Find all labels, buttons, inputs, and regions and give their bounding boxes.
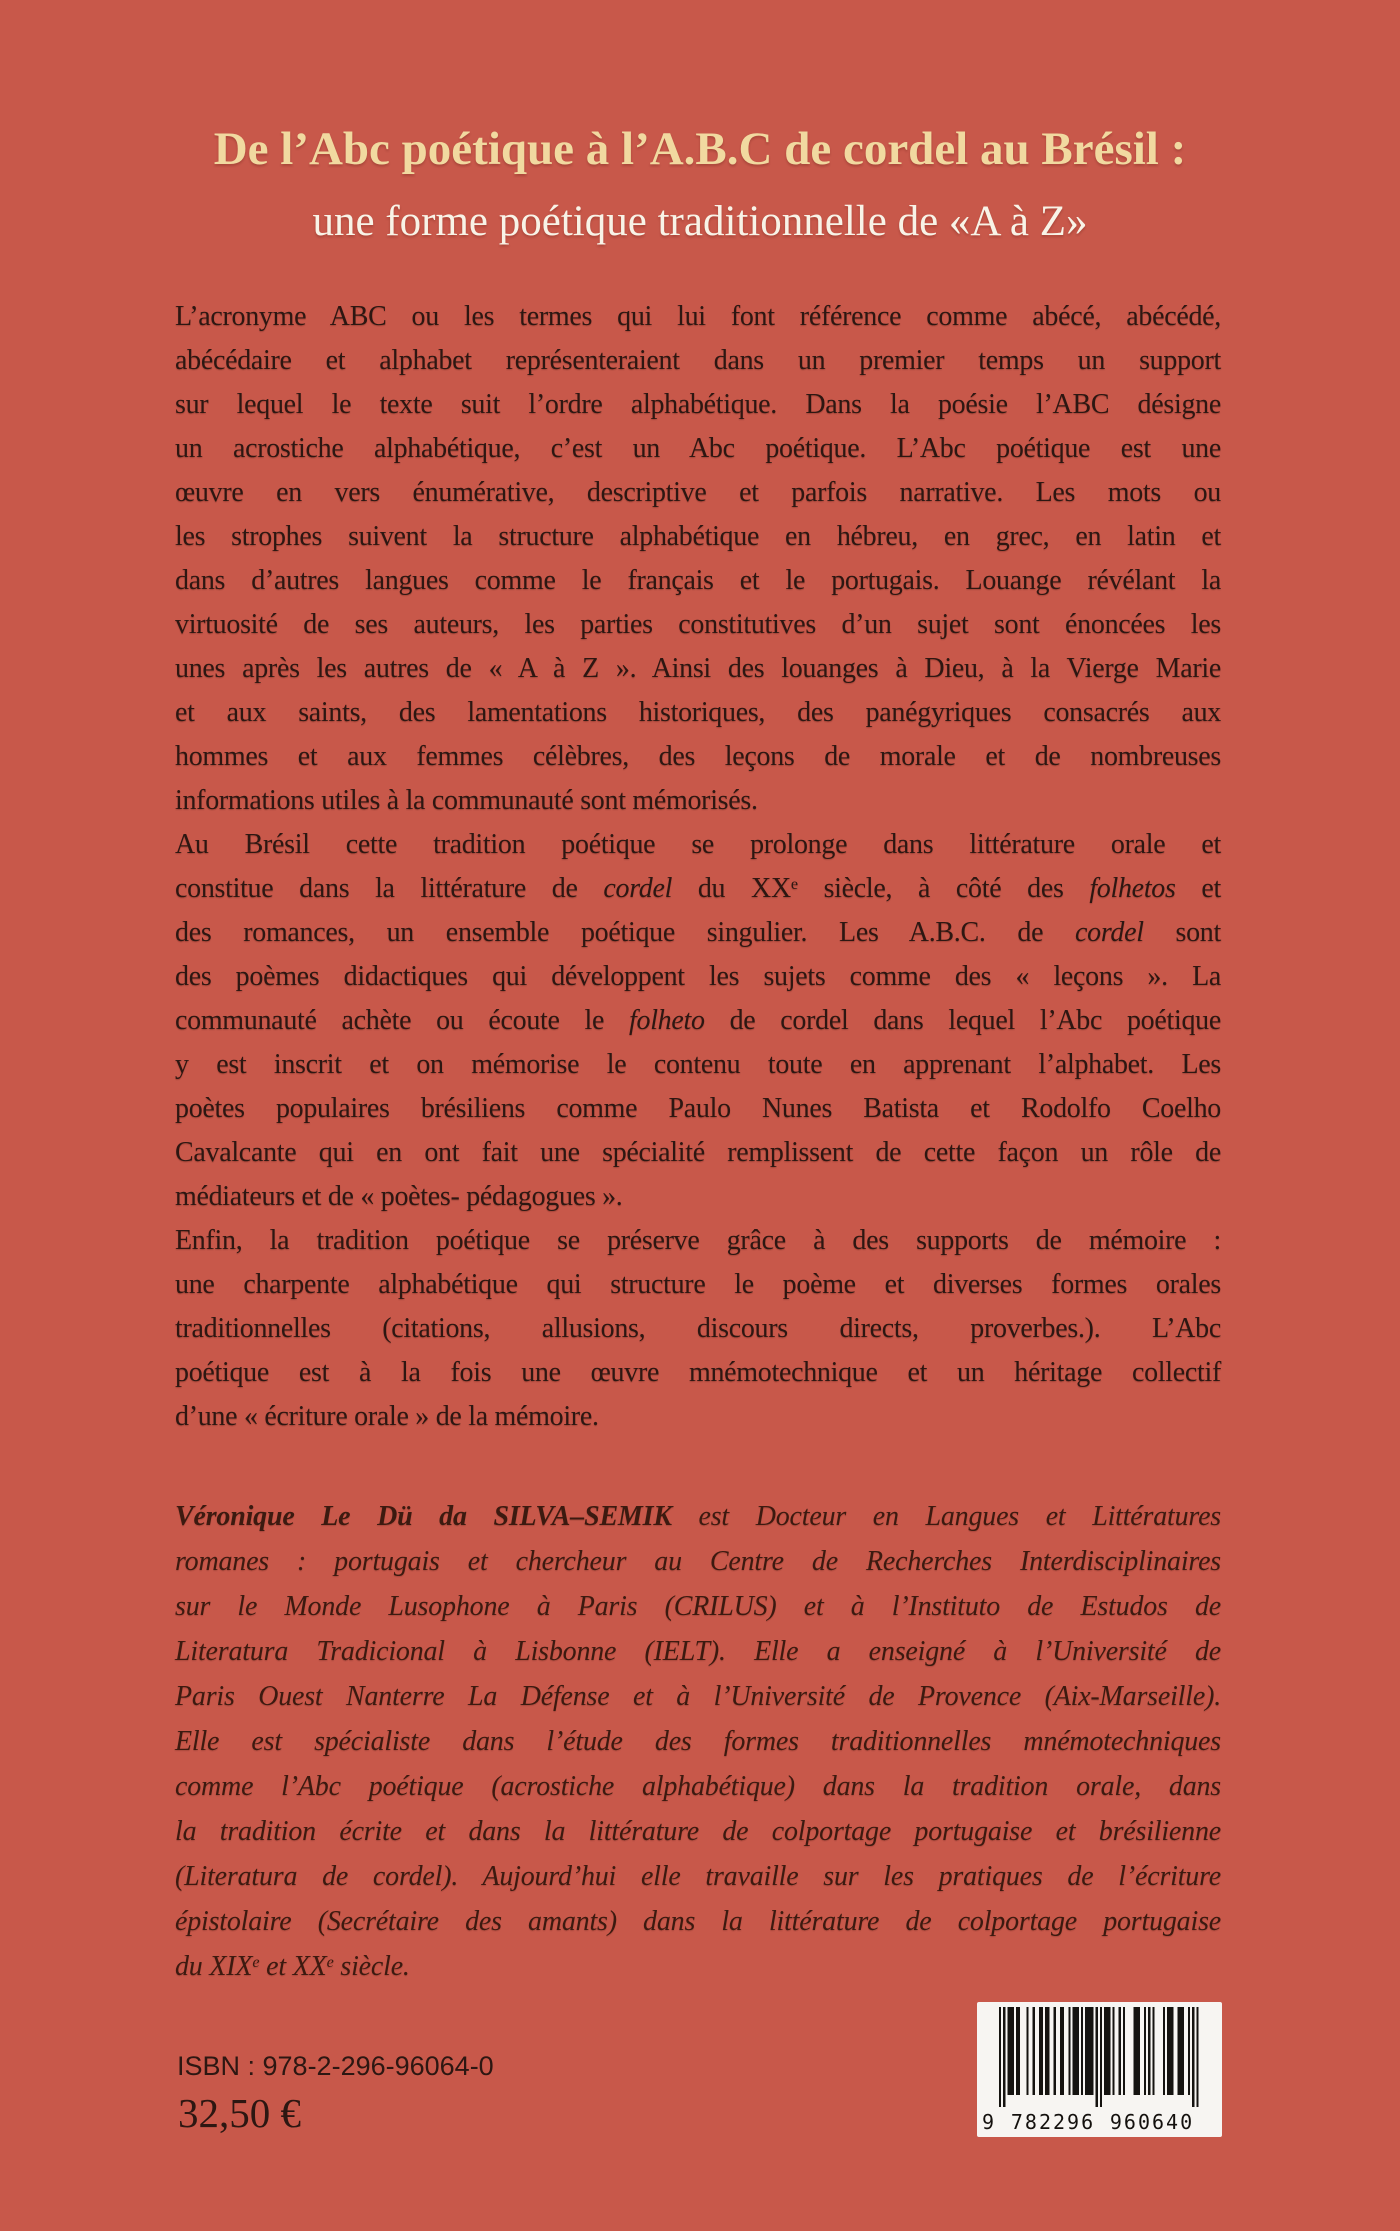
barcode-bar (1041, 2007, 1043, 2095)
text-line (175, 1899, 1221, 1944)
text-line (175, 383, 1221, 427)
barcode-bar (1091, 2007, 1093, 2095)
text-line (175, 427, 1221, 471)
text-segment: y est inscrit et on mémorise le contenu toute en apprenant l’alphabet. Les (175, 1049, 1221, 1080)
barcode-bar (1138, 2007, 1140, 2095)
barcode-bar (1087, 2007, 1089, 2095)
text-line (175, 1131, 1221, 1175)
back-cover-text (175, 295, 1221, 1439)
title (0, 123, 1400, 245)
text-line (175, 1175, 1221, 1219)
text-line (175, 1351, 1221, 1395)
barcode-bar (1018, 2007, 1020, 2095)
text-line (175, 779, 1221, 823)
barcode-bar (1123, 2007, 1125, 2095)
text-segment: Paris Ouest Nanterre La Défense et à l’Université de Provence (Aix-Marseille). (175, 1681, 1221, 1712)
author-bio (175, 1494, 1221, 1989)
barcode-bar (1119, 2007, 1121, 2095)
text-segment: épistolaire (Secrétaire des amants) dans la littérature de colportage portugaise (175, 1906, 1221, 1937)
text-segment: (Literatura de cordel). Aujourd’hui elle travaille sur les pratiques de l’écriture (175, 1861, 1221, 1892)
text-line (175, 339, 1221, 383)
barcode-bar (1148, 2007, 1150, 2095)
text-line (175, 1043, 1221, 1087)
text-segment: sont (1143, 917, 1221, 948)
text-segment: et (1175, 873, 1221, 904)
title-line-2: une forme poétique traditionnelle de «A à Z» (312, 198, 1088, 245)
text-segment: des romances, un ensemble poétique singulier. Les A.B.C. de (175, 917, 1075, 948)
text-line (175, 1494, 1221, 1539)
price-text: 32,50 € (178, 2090, 301, 2136)
barcode-bar (1060, 2007, 1062, 2095)
text-line (175, 1307, 1221, 1351)
barcode (977, 2002, 1222, 2137)
barcode-bar (1039, 2007, 1041, 2095)
text-line (175, 955, 1221, 999)
text-segment: du XIX (175, 1951, 253, 1982)
text-line (175, 559, 1221, 603)
barcode-bar (1178, 2007, 1180, 2095)
barcode-bar (1106, 2007, 1108, 2095)
text-segment: une charpente alphabétique qui structure le poème et diverses formes orales (175, 1269, 1221, 1300)
text-segment: et XX (259, 1951, 327, 1982)
title-line-1: De l’Abc poétique à l’A.B.C de cordel au Brésil : (213, 123, 1187, 175)
text-line (175, 1395, 1221, 1439)
text-segment: dans d’autres langues comme le français et le portugais. Louange révélant la (175, 565, 1221, 596)
text-line (175, 1219, 1221, 1263)
text-line (175, 515, 1221, 559)
text-line (175, 823, 1221, 867)
barcode-bar (1016, 2007, 1018, 2095)
text-segment: Au Brésil cette tradition poétique se prolonge dans littérature orale et (175, 829, 1221, 860)
text-line (175, 1263, 1221, 1307)
text-line (175, 911, 1221, 955)
text-segment: Literatura Tradicional à Lisbonne (IELT). Elle a enseigné à l’Université de (175, 1636, 1221, 1667)
barcode-bar (1033, 2007, 1035, 2095)
barcode-bar (1073, 2007, 1075, 2095)
barcode-bar (1167, 2007, 1169, 2095)
text-line (175, 1539, 1221, 1584)
barcode-bar (1003, 2007, 1005, 2107)
text-line (175, 1584, 1221, 1629)
barcode-bar (1196, 2007, 1198, 2107)
barcode-bar (1144, 2007, 1146, 2095)
text-segment: sur le Monde Lusophone à Paris (CRILUS) et à l’Instituto de Estudos de (175, 1591, 1221, 1622)
text-segment: Elle est spécialiste dans l’étude des formes traditionnelles mnémotechniques (175, 1726, 1221, 1757)
text-line (175, 867, 1221, 911)
text-line (175, 295, 1221, 339)
text-segment: du XX (672, 873, 791, 904)
barcode-bar (1112, 2007, 1114, 2095)
text-segment: cordel (603, 873, 673, 904)
text-segment: unes après les autres de « A à Z ». Ainsi des louanges à Dieu, à la Vierge Marie (175, 653, 1221, 684)
barcode-digit-first: 9 (982, 2110, 995, 2134)
barcode-bar (1077, 2007, 1079, 2095)
barcode-bar (1192, 2007, 1194, 2107)
text-segment: et aux saints, des lamentations historiques, des panégyriques consacrés aux (175, 697, 1221, 728)
barcode-bar (1047, 2007, 1049, 2095)
barcode-bar (1108, 2007, 1110, 2095)
text-segment: siècle, à côté des (797, 873, 1090, 904)
text-line (175, 999, 1221, 1043)
barcode-bar (1007, 2007, 1009, 2095)
text-segment: Véronique Le Dü da SILVA–SEMIK (175, 1501, 672, 1532)
text-segment: romanes : portugais et chercheur au Centre de Recherches Interdisciplinaires (175, 1546, 1221, 1577)
text-segment: abécédaire et alphabet représenteraient dans un premier temps un support (175, 345, 1221, 376)
barcode-bar (1104, 2007, 1106, 2095)
text-segment: virtuosité de ses auteurs, les parties constitutives d’un sujet sont énoncées les (175, 609, 1221, 640)
text-segment: les strophes suivent la structure alphabétique en hébreu, en grec, en latin et (175, 521, 1221, 552)
text-segment: folheto (629, 1005, 705, 1036)
barcode-bar (1188, 2007, 1190, 2095)
text-line (175, 603, 1221, 647)
text-segment: communauté achète ou écoute le (175, 1005, 630, 1036)
text-line (175, 1944, 1221, 1989)
barcode-bar (999, 2007, 1001, 2107)
text-segment: e (790, 874, 798, 893)
text-segment: de cordel dans lequel l’Abc poétique (704, 1005, 1221, 1036)
text-line (175, 1854, 1221, 1899)
barcode-bar (1133, 2007, 1135, 2095)
text-segment: informations utiles à la communauté sont mémorisés. (175, 785, 758, 816)
barcode-bar (1089, 2007, 1091, 2095)
text-segment: comme l’Abc poétique (acrostiche alphabétique) dans la tradition orale, dans (175, 1771, 1221, 1802)
text-segment: L’acronyme ABC ou les termes qui lui font référence comme abécé, abécédé, (175, 301, 1221, 332)
barcode-bar (1136, 2007, 1138, 2095)
barcode-bar (1012, 2007, 1014, 2095)
barcode-bar (1075, 2007, 1077, 2095)
text-segment: la tradition écrite et dans la littérature de colportage portugaise et brésilienne (175, 1816, 1221, 1847)
text-segment: médiateurs et de « poètes- pédagogues ». (175, 1181, 623, 1212)
text-line (175, 1087, 1221, 1131)
text-segment: est Docteur en Langues et Littératures (671, 1501, 1221, 1532)
text-segment: hommes et aux femmes célèbres, des leçons de morale et de nombreuses (175, 741, 1221, 772)
text-segment: d’une « écriture orale » de la mémoire. (175, 1401, 599, 1432)
text-segment: traditionnelles (citations, allusions, discours directs, proverbes.). L’Abc (175, 1313, 1221, 1344)
text-segment: Cavalcante qui en ont fait une spécialité remplissent de cette façon un rôle de (175, 1137, 1221, 1168)
text-segment: poétique est à la fois une œuvre mnémotechnique et un héritage collectif (175, 1357, 1221, 1388)
text-segment: e (326, 1952, 334, 1971)
text-line (175, 1629, 1221, 1674)
barcode-bar (1100, 2007, 1102, 2107)
text-segment: un acrostiche alphabétique, c’est un Abc poétique. L’Abc poétique est une (175, 433, 1221, 464)
text-line (175, 735, 1221, 779)
barcode-bar (1163, 2007, 1165, 2095)
text-segment: siècle. (333, 1951, 410, 1982)
barcode-digits-right-group: 960640 (1109, 2110, 1195, 2134)
barcode-bar (1152, 2007, 1154, 2095)
text-segment: poètes populaires brésiliens comme Paulo Nunes Batista et Rodolfo Coelho (175, 1093, 1221, 1124)
barcode-bar (1081, 2007, 1083, 2095)
barcode-bar (1026, 2007, 1028, 2095)
text-segment: constitue dans la littérature de (175, 873, 604, 904)
isbn-text: ISBN : 978-2-296-96064-0 (177, 2051, 494, 2081)
text-line (175, 691, 1221, 735)
text-line (175, 647, 1221, 691)
barcode-bar (1085, 2007, 1087, 2095)
barcode-bar (1096, 2007, 1098, 2107)
barcode-bar (1068, 2007, 1070, 2095)
text-line (175, 471, 1221, 515)
barcode-digits-left-group: 782296 (1010, 2110, 1096, 2134)
paragraph (175, 295, 1221, 823)
barcode-bar (1054, 2007, 1056, 2095)
text-line (175, 1764, 1221, 1809)
text-segment: Enfin, la tradition poétique se préserve grâce à des supports de mémoire : (175, 1225, 1221, 1256)
text-segment: œuvre en vers énumérative, descriptive et parfois narrative. Les mots ou (175, 477, 1221, 508)
barcode-bar (1180, 2007, 1182, 2095)
text-segment: cordel (1075, 917, 1144, 948)
text-segment: sur lequel le texte suit l’ordre alphabétique. Dans la poésie l’ABC désigne (175, 389, 1221, 420)
paragraph (175, 823, 1221, 1219)
barcode-bar (1045, 2007, 1047, 2095)
barcode-bar (1169, 2007, 1171, 2095)
barcode-bar (1062, 2007, 1064, 2095)
barcode-bars (977, 2002, 1222, 2114)
barcode-bar (1182, 2007, 1184, 2095)
barcode-bar (1010, 2007, 1012, 2095)
text-segment: des poèmes didactiques qui développent les sujets comme des « leçons ». La (175, 961, 1221, 992)
text-segment: folhetos (1089, 873, 1176, 904)
barcode-bar (1171, 2007, 1173, 2095)
text-line (175, 1719, 1221, 1764)
paragraph (175, 1219, 1221, 1439)
text-segment: e (252, 1952, 260, 1971)
text-line (175, 1674, 1221, 1719)
text-line (175, 1809, 1221, 1854)
